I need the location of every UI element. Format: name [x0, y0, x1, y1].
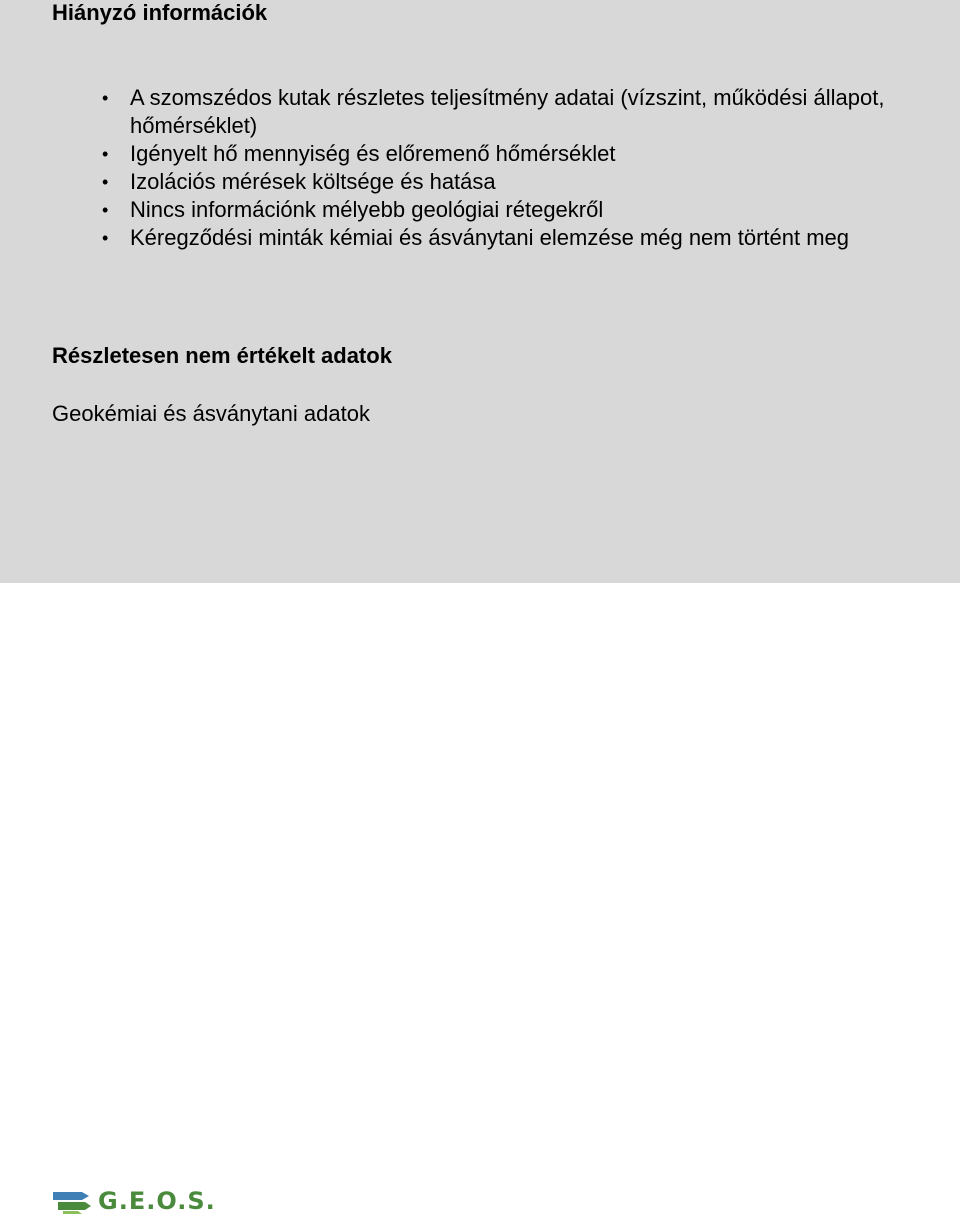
logo-text: G.E.O.S. — [98, 1187, 216, 1215]
bullet-text: Izolációs mérések költsége és hatása — [130, 169, 496, 194]
bullet-item — [102, 140, 892, 168]
slide-footer — [0, 583, 960, 1215]
bullet-item — [102, 196, 892, 224]
bullet-icon: • — [102, 200, 109, 220]
bullet-icon: • — [102, 172, 109, 192]
section-heading: Részletesen nem értékelt adatok — [52, 343, 392, 368]
bullet-item — [102, 168, 892, 196]
slide-content-area — [0, 0, 960, 583]
bullet-text: Nincs információnk mélyebb geológiai rétegekről — [130, 197, 604, 222]
geos-logo — [52, 1186, 216, 1216]
bullet-list — [102, 84, 892, 252]
bullet-icon: • — [102, 228, 109, 248]
bullet-item — [102, 224, 892, 252]
section-text: Geokémiai és ásványtani adatok — [52, 401, 370, 426]
slide-title: Hiányzó információk — [52, 0, 268, 25]
bullet-icon: • — [102, 88, 109, 108]
bullet-item — [102, 84, 892, 140]
bullet-text: Kéregződési minták kémiai és ásványtani elemzése még nem történt meg — [130, 225, 850, 250]
bullet-icon: • — [102, 144, 109, 164]
geos-logo-icon — [52, 1187, 92, 1215]
bullet-text: Igényelt hő mennyiség és előremenő hőmérséklet — [130, 141, 616, 166]
bullet-text: A szomszédos kutak részletes teljesítmény adatai (vízszint, működési állapot, hőmérséklet) — [130, 85, 885, 138]
